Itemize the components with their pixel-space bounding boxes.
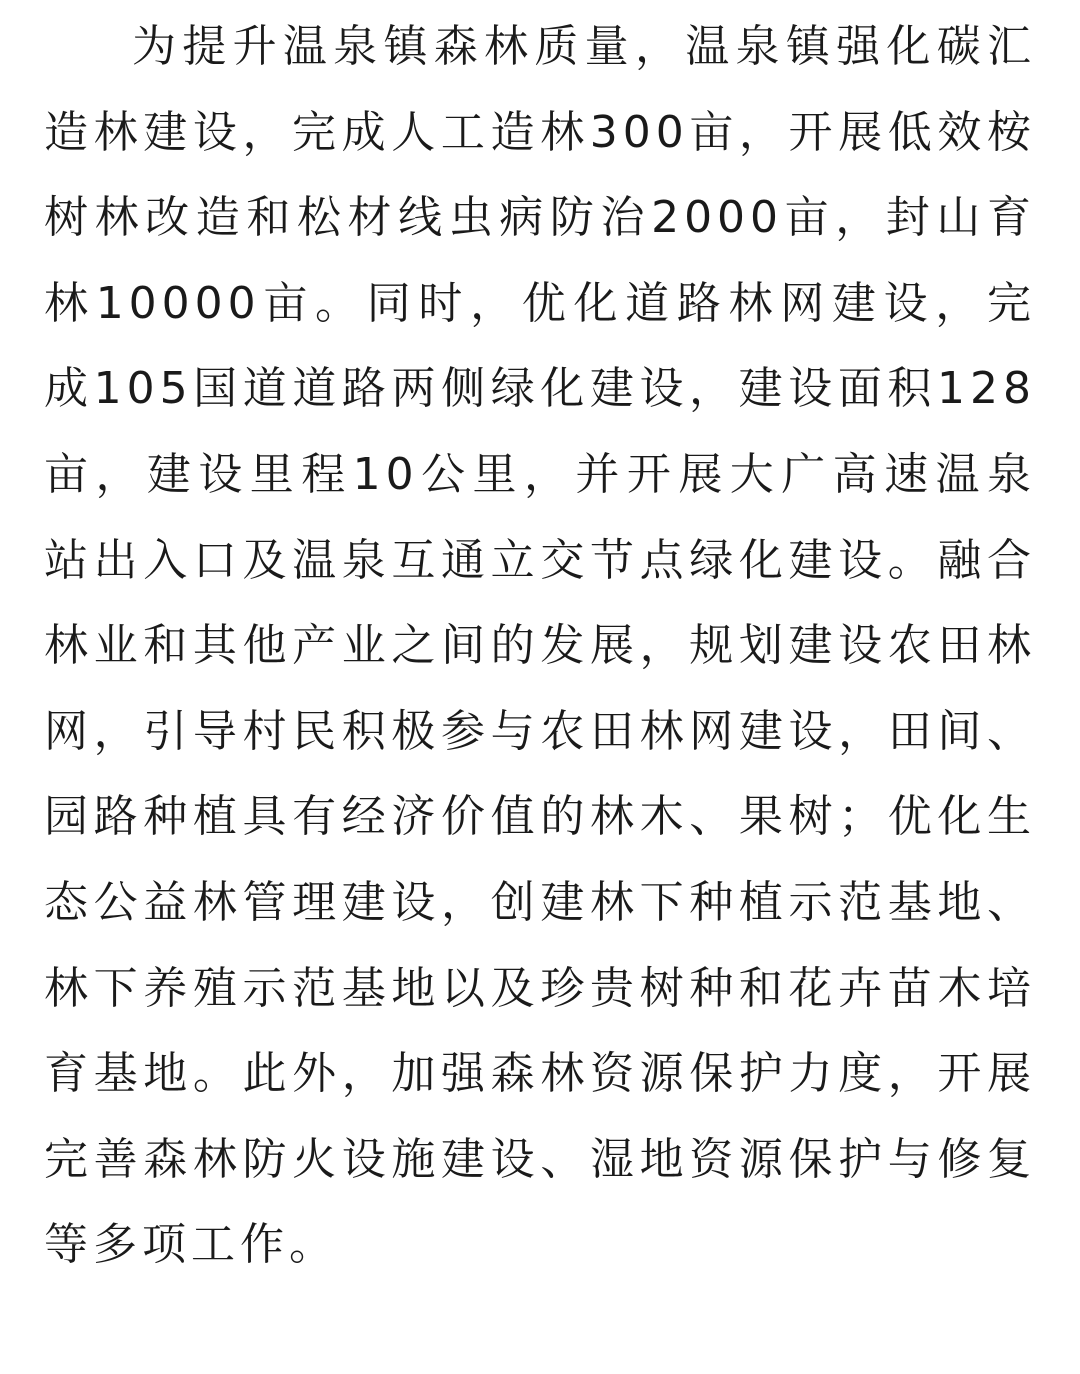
article-body bbox=[44, 4, 1036, 1288]
article-paragraph: 为提升温泉镇森林质量，温泉镇强化碳汇造林建设，完成人工造林300亩，开展低效桉树林改造和松材线虫病防治2000亩，封山育林10000亩。同时，优化道路林网建设，完成105国道道路两侧绿化建设，建设面积128亩，建设里程10公里，并开展大广高速温泉站出入口及温泉互通立交节点绿化建设。融合林业和其他产业之间的发展，规划建设农田林网，引导村民积极参与农田林网建设，田间、园路种植具有经济价值的林木、果树；优化生态公益林管理建设，创建林下种植示范基地、林下养殖示范基地以及珍贵树种和花卉苗木培育基地。此外，加强森林资源保护力度，开展完善森林防火设施建设、湿地资源保护与修复等多项工作。 bbox=[44, 21, 1036, 1271]
